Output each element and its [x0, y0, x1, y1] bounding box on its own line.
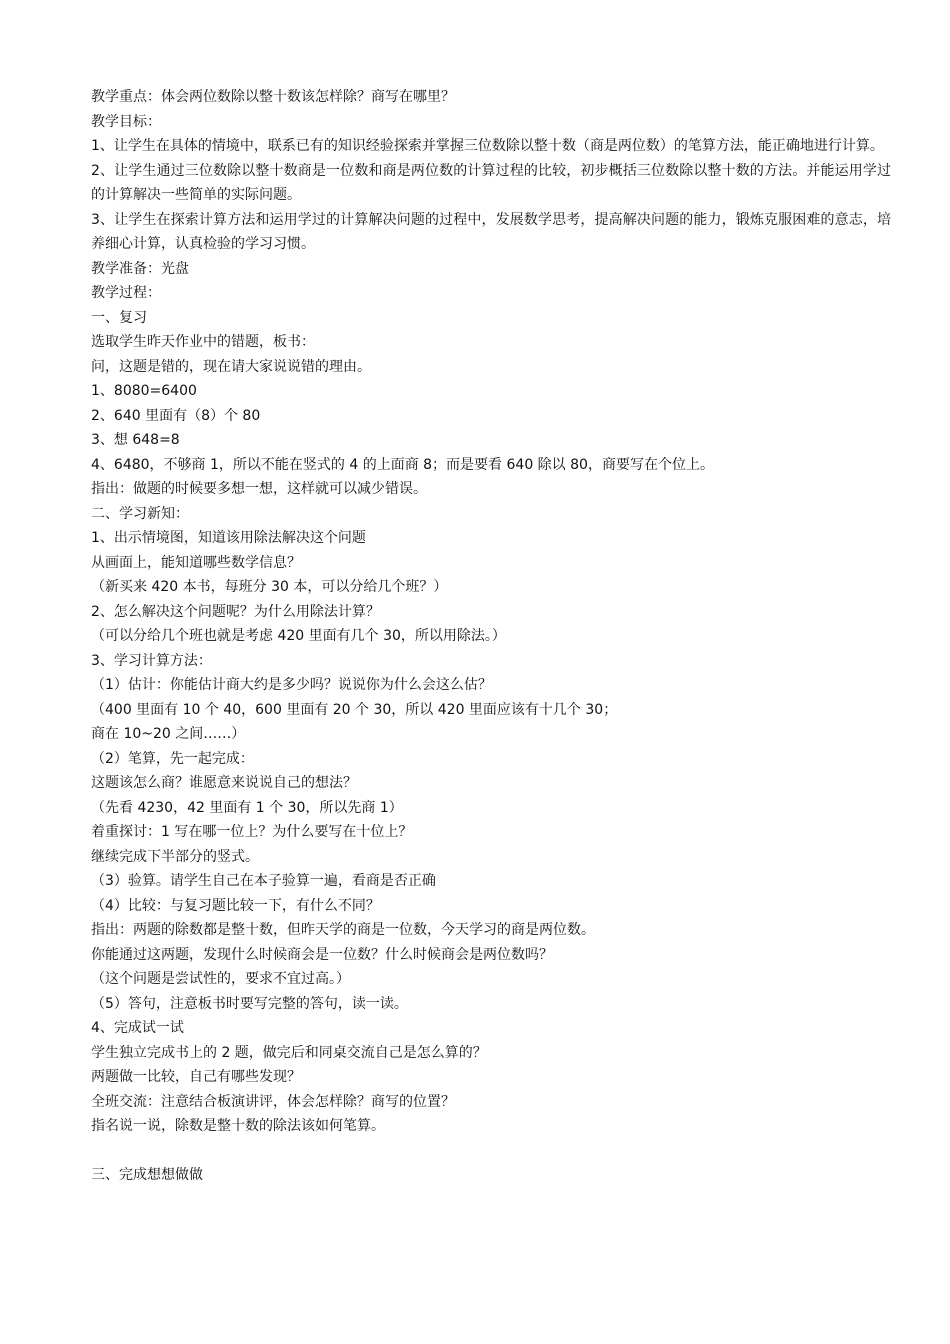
- section-practice-heading: 三、完成想想做做: [91, 1167, 203, 1183]
- text-line: （2）笔算，先一起完成：: [91, 750, 254, 767]
- text-line: 指出：两题的除数都是整十数，但昨天学的商是一位数，今天学习的商是两位数。: [91, 922, 595, 938]
- goal-item-3: 3、让学生在探索计算方法和运用学过的计算解决问题的过程中，发展数学思考，提高解决问题的能力，锻炼克服困难的意志，培养细心计算，认真检验的学习习惯。: [91, 211, 891, 252]
- text-line: 你能通过这两题，发现什么时候商会是一位数？什么时候商会是两位数吗？: [91, 946, 553, 963]
- review-item-2: 2、640 里面有（8）个 80: [91, 407, 261, 424]
- text-line: （可以分给几个班也就是考虑 420 里面有几个 30，所以用除法。）: [91, 628, 506, 644]
- text-line: 1、出示情境图，知道该用除法解决这个问题: [91, 530, 366, 546]
- text-line: （3）验算。请学生自己在本子验算一遍，看商是否正确: [91, 873, 436, 889]
- text-line: 两题做一比较，自己有哪些发现？: [91, 1069, 301, 1085]
- text-line: 2、怎么解决这个问题呢？为什么用除法计算？: [91, 603, 380, 620]
- text-line: （4）比较：与复习题比较一下，有什么不同？: [91, 897, 380, 914]
- text-line: （这个问题是尝试性的，要求不宜过高。）: [91, 971, 350, 987]
- text-line: 学生独立完成书上的 2 题，做完后和同桌交流自己是怎么算的？: [91, 1044, 487, 1061]
- text-line: （先看 4230，42 里面有 1 个 30，所以先商 1）: [91, 799, 403, 816]
- teaching-goals-heading: 教学目标：: [91, 113, 161, 130]
- section-review-heading: 一、复习: [91, 309, 147, 326]
- teaching-process-heading: 教学过程：: [91, 285, 161, 301]
- text-line: 4、完成试一试: [91, 1020, 184, 1036]
- review-item-3: 3、想 648=8: [91, 432, 180, 448]
- text-line: 着重探讨：1 写在哪一位上？为什么要写在十位上？: [91, 824, 413, 840]
- text-line: （1）估计：你能估计商大约是多少吗？说说你为什么会这么估？: [91, 677, 492, 693]
- review-item-4: 4、6480，不够商 1，所以不能在竖式的 4 的上面商 8；而是要看 640 除以 80，商要写在个位上。: [91, 456, 714, 473]
- text-line: 问，这题是错的，现在请大家说说错的理由。: [91, 358, 371, 375]
- text-line: 商在 10~20 之间……）: [91, 726, 246, 742]
- teaching-focus-line: 教学重点：体会两位数除以整十数该怎样除？商写在哪里？: [91, 89, 455, 105]
- text-line: 3、学习计算方法：: [91, 652, 212, 669]
- text-line: 指出：做题的时候要多想一想，这样就可以减少错误。: [91, 481, 427, 497]
- text-line: 从画面上，能知道哪些数学信息？: [91, 554, 301, 571]
- teaching-preparation-line: 教学准备：光盘: [91, 260, 189, 277]
- section-new-knowledge-heading: 二、学习新知：: [91, 505, 189, 522]
- goal-item-1: 1、让学生在具体的情境中，联系已有的知识经验探索并掌握三位数除以整十数（商是两位数）的笔算方法，能正确地进行计算。: [91, 138, 884, 154]
- text-line: （5）答句，注意板书时要写完整的答句，读一读。: [91, 995, 408, 1012]
- text-line: （400 里面有 10 个 40，600 里面有 20 个 30，所以 420 里面应该有十几个 30；: [91, 701, 618, 718]
- document-body: [91, 85, 891, 1188]
- text-line: 这题该怎么商？谁愿意来说说自己的想法？: [91, 775, 357, 791]
- goal-item-2: 2、让学生通过三位数除以整十数商是一位数和商是两位数的计算过程的比较，初步概括三位数除以整十数的方法。并能运用学过的计算解决一些简单的实际问题。: [91, 162, 891, 203]
- text-line: 选取学生昨天作业中的错题，板书：: [91, 334, 315, 350]
- text-line: 继续完成下半部分的竖式。: [91, 848, 259, 865]
- text-line: 全班交流：注意结合板演讲评，体会怎样除？商写的位置？: [91, 1093, 455, 1110]
- review-item-1: 1、8080=6400: [91, 383, 197, 399]
- text-line: 指名说一说，除数是整十数的除法该如何笔算。: [91, 1118, 385, 1134]
- text-line: （新买来 420 本书，每班分 30 本，可以分给几个班？）: [91, 579, 448, 595]
